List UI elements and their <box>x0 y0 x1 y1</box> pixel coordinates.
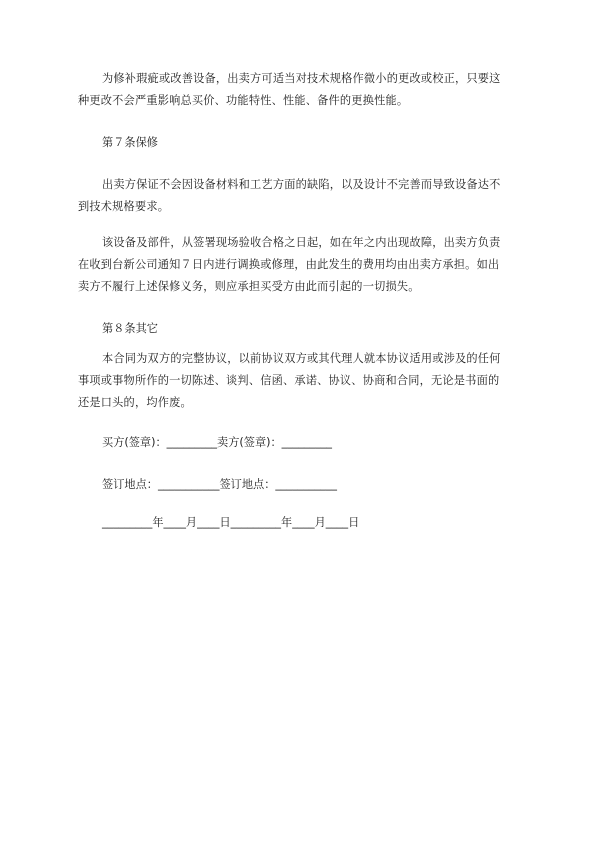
signature-line-dates: _________年____月____日_________年____月____日 <box>102 516 360 529</box>
text-line: 卖方不履行上述保修义务，则应承担买受方由此而引起的一切损失。 <box>78 280 420 293</box>
text-line: 到技术规格要求。 <box>78 200 170 213</box>
text-line: 还是口头的，均作废。 <box>78 396 192 409</box>
paragraph-warranty-terms <box>78 232 518 298</box>
text-line: 该设备及部件，从签署现场验收合格之日起，如在年之内出现故障，出卖方负责 <box>102 236 501 249</box>
text-line: 本合同为双方的完整协议，以前协议双方或其代理人就本协议适用或涉及的任何 <box>102 352 501 365</box>
signature-line-parties: 买方(签章)：_________卖方(签章)：_________ <box>102 436 333 449</box>
text-line: 事项或事物所作的一切陈述、谈判、信函、承诺、协议、协商和合同，无论是书面的 <box>78 374 500 387</box>
paragraph-entire-agreement <box>78 348 518 414</box>
paragraph-seller-guarantee <box>78 174 518 218</box>
signature-line-places: 签订地点：___________签订地点：___________ <box>102 478 337 491</box>
section-heading-warranty: 第７条保修 <box>102 136 158 149</box>
text-line: 出卖方保证不会因设备材料和工艺方面的缺陷，以及设计不完善而导致设备达不 <box>102 178 501 191</box>
text-line: 种更改不会严重影响总买价、功能特性、性能、备件的更换性能。 <box>78 94 409 107</box>
section-heading-other: 第８条其它 <box>102 322 158 335</box>
text-line: 在收到台新公司通知７日内进行调换或修理，由此发生的费用均由出卖方承担。如出 <box>78 258 500 271</box>
text-line: 为修补瑕疵或改善设备，出卖方可适当对技术规格作微小的更改或校正，只要这 <box>102 72 501 85</box>
paragraph-specification-changes <box>78 68 518 112</box>
